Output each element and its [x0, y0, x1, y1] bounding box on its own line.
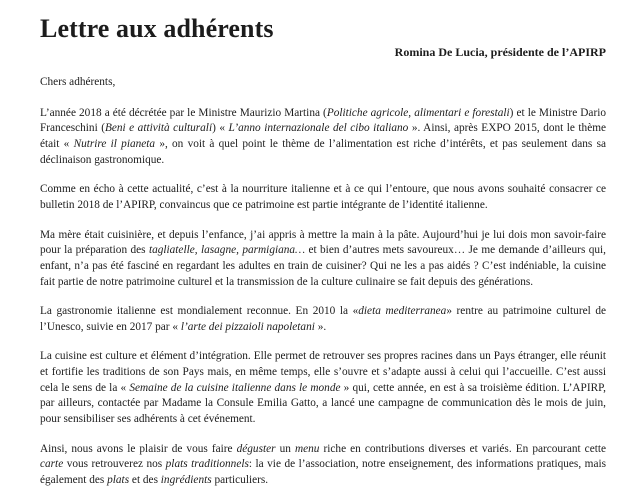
italic-text: tagliatelle, lasagne, parmigiana…: [148, 244, 306, 257]
text-run: ) «: [212, 122, 229, 135]
text-run: : la vie de l’association, notre enseignement, des informations pratiques, mais également des: [40, 458, 606, 487]
italic-text: ingrédients: [160, 474, 212, 487]
italic-text: Semaine de la cuisine italienne dans le monde: [129, 381, 341, 394]
text-run: Ainsi, nous avons le plaisir de vous faire: [40, 442, 237, 455]
author-signature: Romina De Lucia, présidente de l’APIRP: [394, 45, 606, 59]
italic-text: carte: [40, 458, 64, 471]
italic-text: dieta mediterranea: [358, 305, 447, 318]
text-run: riche en contributions diverses et variés. En parcourant cette: [319, 442, 607, 455]
italic-text: menu: [294, 442, 320, 455]
italic-text: plats traditionnels: [165, 458, 249, 471]
text-run: » qui, cette année, en est à sa troisième édition. L’APIRP, par ailleurs, contactée par Madame la Consule Emilia Gatto, a lancé une campagne de communication dès le mois de juin, pour sensibiliser ses adhérents à cet événement.: [40, 381, 606, 426]
italic-text: Nutrire il pianeta: [73, 138, 156, 151]
page-title: Lettre aux adhérents: [40, 14, 274, 43]
body-paragraph: [40, 349, 606, 428]
text-run: et des: [129, 474, 161, 487]
text-run: un: [275, 442, 295, 455]
italic-text: déguster: [236, 442, 276, 455]
text-run: Comme en écho à cette actualité, c’est à la nourriture italienne et à ce qui l’entoure, que nous avons souhaité consacrer ce bulletin 2018 de l’APIRP, convaincus que ce patrimoine est partie intégrante de l’identité italienne.: [40, 183, 606, 212]
text-run: », on voit à quel point le thème de l’alimentation est riche d’intérêts, et pas seulement dans sa déclinaison gastronomique.: [40, 138, 606, 166]
text-run: ».: [314, 320, 327, 333]
greeting: [40, 75, 606, 91]
italic-text: l’arte dei pizzaioli napoletani: [180, 320, 315, 333]
body-paragraph: [40, 304, 606, 335]
letter-body: [40, 75, 606, 503]
text-run: La gastronomie italienne est mondialement reconnue. En 2010 la «: [40, 305, 359, 318]
body-paragraph: [40, 182, 606, 213]
text-run: Ma mère était cuisinière, et depuis l’enfance, j’ai appris à mettre la main à la pâte. Aujourd’hui je lui dois mon savoir-faire pour la préparation des: [40, 228, 606, 257]
italic-text: plats: [107, 474, 130, 487]
italic-text: Beni e attività culturali: [104, 122, 213, 135]
text-run: particuliers.: [211, 474, 269, 487]
body-paragraph: [40, 442, 606, 489]
text-run: ) et le Ministre Dario Franceschini (: [40, 106, 606, 135]
text-run: vous retrouverez nos: [63, 458, 166, 471]
text-run: ». Ainsi, après EXPO 2015, dont le thème était «: [40, 122, 607, 151]
italic-text: Politiche agricole, alimentari e forestali: [326, 106, 510, 119]
body-paragraph: [40, 106, 606, 169]
text-run: et bien d’autres mets savoureux… Je me demande d’ailleurs qui, enfant, n’a pas été fasciné en regardant les adultes en train de cuisiner? Qui ne les a pas aidés ? C’est indéniable, la cuisine fait partie de notre patrimoine culturel et la transmission de la culture culinaire se fait depuis des générations.: [40, 244, 606, 288]
text-run: Chers adhérents,: [40, 76, 116, 88]
text-run: L’année 2018 a été décrétée par le Ministre Maurizio Martina (: [40, 106, 327, 119]
text-run: » rentre au patrimoine culturel de l’Unesco, suivie en 2017 par «: [40, 305, 606, 333]
text-run: La cuisine est culture et élément d’intégration. Elle permet de retrouver ses propres racines dans un Pays étranger, elle réunit et fortifie les traditions de son Pays mais, en même temps, elle s’ouvre et s’adapte aussi à celui qui l’accueille. C’est aussi cela le sens de la «: [40, 350, 606, 394]
body-paragraph: [40, 228, 606, 291]
italic-text: L’anno internazionale del cibo italiano: [228, 122, 409, 135]
